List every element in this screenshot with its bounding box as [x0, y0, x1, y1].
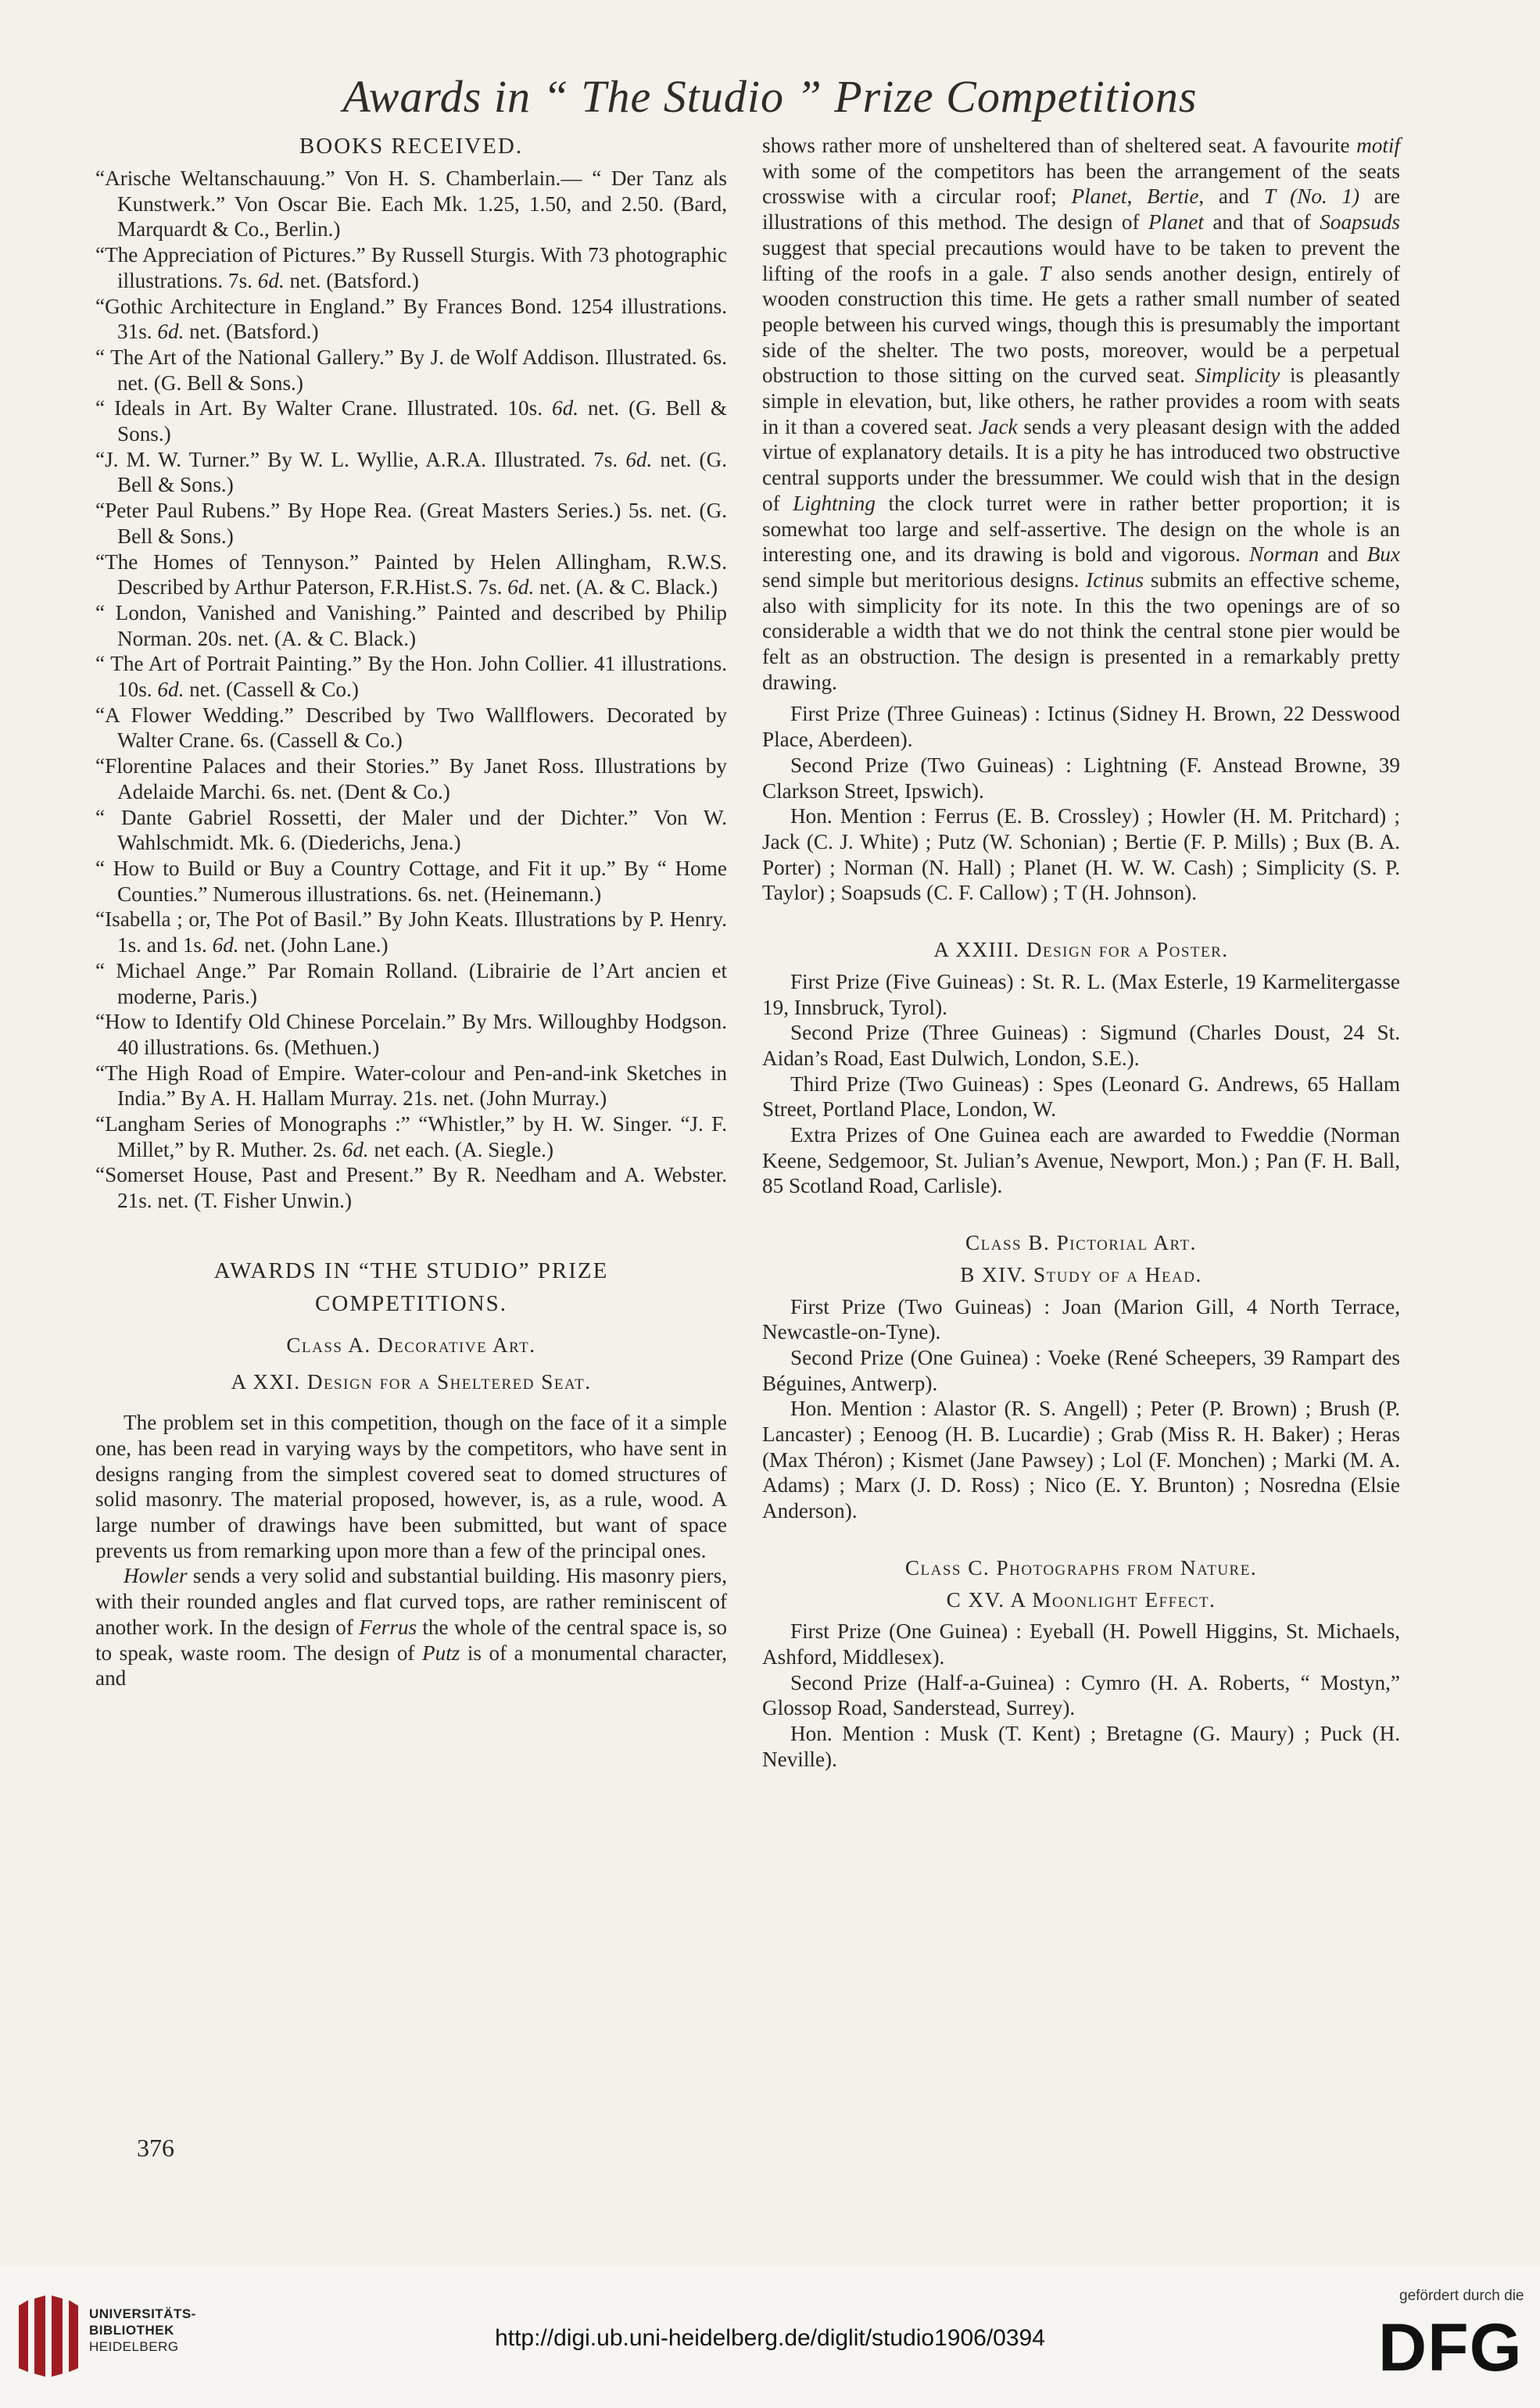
award-entry: First Prize (Three Guineas) : Ictinus (Sidney H. Brown, 22 Desswood Place, Aberdeen). [762, 702, 1400, 752]
award-entry: First Prize (Two Guineas) : Joan (Marion Gill, 4 North Terrace, Newcastle-on-Tyne). [762, 1294, 1400, 1344]
award-entry: Second Prize (Two Guineas) : Lightning (F. Anstead Browne, 39 Clarkson Street, Ipswich). [762, 753, 1400, 803]
howler-paragraph: Howler sends a very solid and substantial building. His masonry piers, with their rounded angles and flat curved tops, are rather reminiscent of another work. In the design of Ferrus the whole of the central space is, so to speak, waste room. The design of Putz is of a monumental character, and [95, 1564, 728, 1691]
award-entry: Third Prize (Two Guineas) : Spes (Leonard G. Andrews, 65 Hallam Street, Portland Place, London, W. [762, 1072, 1400, 1122]
awards-heading-line2: COMPETITIONS. [315, 1290, 507, 1316]
book-entry: “ Dante Gabriel Rossetti, der Maler und der Dichter.” Von W. Wahlschmidt. Mk. 6. (Diederichs, Jena.) [95, 805, 727, 855]
book-entry: “ The Art of the National Gallery.” By J. de Wolf Addison. Illustrated. 6s. net. (G. Bell & Sons.) [95, 345, 727, 395]
a-xxiii-heading: A XXIII. Design for a Poster. [933, 938, 1229, 962]
left-column [95, 133, 727, 1691]
award-entry: Second Prize (Half-a-Guinea) : Cymro (H. A. Roberts, “ Mostyn,” Glossop Road, Sanderstead, Surrey). [762, 1670, 1400, 1720]
running-head: Awards in “ The Studio ” Prize Competitions [342, 71, 1198, 122]
award-entry: Extra Prizes of One Guinea each are awarded to Fweddie (Norman Keene, Sedgemoor, St. Julian’s Avenue, Newport, Mon.) ; Pan (F. H. Ball, 85 Scotland Road, Carlisle). [762, 1123, 1400, 1198]
book-entry: “Gothic Architecture in England.” By Frances Bond. 1254 illustrations. 31s. 6d. net. (Batsford.) [95, 294, 727, 344]
book-entry: “J. M. W. Turner.” By W. L. Wyllie, A.R.A. Illustrated. 7s. 6d. net. (G. Bell & Sons.) [95, 447, 727, 497]
book-entry: “Langham Series of Monographs :” “Whistler,” by H. W. Singer. “J. F. Millet,” by R. Muther. 2s. 6d. net each. (A. Siegle.) [95, 1112, 727, 1161]
howler-name: Howler [124, 1564, 188, 1588]
class-b-heading: Class B. Pictorial Art. [965, 1231, 1197, 1255]
book-entry: “The High Road of Empire. Water-colour and Pen-and-ink Sketches in India.” By A. H. Hallam Murray. 21s. net. (John Murray.) [95, 1061, 727, 1111]
award-entry: First Prize (One Guinea) : Eyeball (H. Powell Higgins, St. Michaels, Ashford, Middlesex). [762, 1619, 1400, 1669]
class-a-heading: Class A. Decorative Art. [286, 1333, 536, 1357]
book-entry: “How to Identify Old Chinese Porcelain.” By Mrs. Willoughby Hodgson. 40 illustrations. 6s. (Methuen.) [95, 1010, 727, 1059]
book-entry: “Isabella ; or, The Pot of Basil.” By John Keats. Illustrations by P. Henry. 1s. and 1s. 6d. net. (John Lane.) [95, 907, 727, 957]
award-entry: Hon. Mention : Musk (T. Kent) ; Bretagne (G. Maury) ; Puck (H. Neville). [762, 1722, 1400, 1771]
award-entry: Second Prize (One Guinea) : Voeke (René Scheepers, 39 Rampart des Béguines, Antwerp). [762, 1345, 1400, 1395]
book-entry: “The Homes of Tennyson.” Painted by Helen Allingham, R.W.S. Described by Arthur Paterson, F.R.Hist.S. 7s. 6d. net. (A. & C. Black.) [95, 549, 727, 599]
book-entry: “Somerset House, Past and Present.” By R. Needham and A. Webster. 21s. net. (T. Fisher Unwin.) [95, 1163, 727, 1213]
awards-heading-line1: AWARDS IN “THE STUDIO” PRIZE [213, 1258, 609, 1283]
right-column [762, 133, 1400, 1772]
c-xv-heading: C XV. A Moonlight Effect. [946, 1587, 1216, 1612]
book-entry: “ The Art of Portrait Painting.” By the Hon. John Collier. 41 illustrations. 10s. 6d. net. (Cassell & Co.) [95, 652, 727, 702]
book-entry: “Peter Paul Rubens.” By Hope Rea. (Great Masters Series.) 5s. net. (G. Bell & Sons.) [95, 499, 727, 548]
award-entry: Second Prize (Three Guineas) : Sigmund (Charles Doust, 24 St. Aidan’s Road, East Dulwich, London, S.E.). [762, 1021, 1400, 1070]
intro-paragraph: The problem set in this competition, though on the face of it a simple one, has been read in varying ways by the competitors, who have sent in designs ranging from the simplest covered seat to domed structures of solid masonry. The material proposed, however, is, as a rule, wood. A large number of drawings have been submitted, but want of space prevents us from remarking upon more than a few of the principal ones. [95, 1411, 727, 1562]
ferrus-name: Ferrus [359, 1615, 417, 1639]
a-xxi-awards [762, 701, 1400, 906]
award-entry: Hon. Mention : Alastor (R. S. Angell) ; Peter (P. Brown) ; Brush (P. Lancaster) ; Eenoog (H. B. Lucardie) ; Grab (Miss R. H. Baker) ; Heras (Max Théron) ; Kismet (Jane Pawsey) ; Lol (F. Monchen) ; Marki (M. A. Adams) ; Marx (J. D. Ross) ; Nico (E. Y. Brunton) ; Nosredna (Elsie Anderson). [762, 1397, 1400, 1523]
book-entry: “Florentine Palaces and their Stories.” By Janet Ross. Illustrations by Adelaide Marchi. 6s. net. (Dent & Co.) [95, 754, 727, 803]
a-xxiii-awards [762, 969, 1400, 1199]
award-entry: Hon. Mention : Ferrus (E. B. Crossley) ; Howler (H. M. Pritchard) ; Jack (C. J. White) ; Putz (W. Schonian) ; Bertie (F. P. Mills) ; Bux (B. A. Porter) ; Norman (N. Hall) ; Planet (H. W. W. Cash) ; Simplicity (S. P. Taylor) ; Soapsuds (C. F. Callow) ; T (H. Johnson). [762, 804, 1400, 905]
book-entry: “A Flower Wedding.” Described by Two Wallflowers. Decorated by Walter Crane. 6s. (Cassell & Co.) [95, 703, 727, 753]
award-entry: First Prize (Five Guineas) : St. R. L. (Max Esterle, 19 Karmelitergasse 19, Innsbruck, Tyrol). [762, 969, 1400, 1019]
dfg-logo: DFG [1378, 2310, 1523, 2385]
a-xxi-heading: A XXI. Design for a Sheltered Seat. [231, 1369, 592, 1394]
putz-name: Putz [422, 1641, 460, 1665]
book-entry: “ How to Build or Buy a Country Cottage, and Fit it up.” By “ Home Counties.” Numerous illustrations. 6s. net. (Heinemann.) [95, 856, 727, 906]
b-xiv-heading: B XIV. Study of a Head. [960, 1262, 1202, 1286]
book-entry: “The Appreciation of Pictures.” By Russell Sturgis. With 73 photographic illustrations. 7s. 6d. net. (Batsford.) [95, 243, 727, 292]
books-received-heading: BOOKS RECEIVED. [299, 134, 524, 159]
book-entry: “ Michael Ange.” Par Romain Rolland. (Librairie de l’Art ancien et moderne, Paris.) [95, 958, 727, 1008]
library-name: UNIVERSITÄTS- BIBLIOTHEK HEIDELBERG [89, 2306, 196, 2354]
page-number: 376 [137, 2134, 174, 2162]
permalink-url[interactable]: http://digi.ub.uni-heidelberg.de/diglit/studio1906/0394 [495, 2325, 1045, 2351]
book-entry: “ Ideals in Art. By Walter Crane. Illustrated. 10s. 6d. net. (G. Bell & Sons.) [95, 396, 728, 446]
funding-note: gefördert durch die [1399, 2288, 1524, 2304]
books-list [95, 166, 727, 1214]
b-xiv-awards [762, 1294, 1400, 1524]
book-entry: “ London, Vanished and Vanishing.” Painted and described by Philip Norman. 20s. net. (A. & C. Black.) [95, 600, 727, 650]
class-c-heading: Class C. Photographs from Nature. [904, 1555, 1258, 1580]
book-entry: “Arische Weltanschauung.” Von H. S. Chamberlain.— “ Der Tanz als Kunstwerk.” Von Oscar Bie. Each Mk. 1.25, 1.50, and 2.50. (Bard, Marquardt & Co., Berlin.) [95, 166, 727, 242]
continued-paragraph: shows rather more of unsheltered than of sheltered seat. A favourite motif with some of the competitors has been the arrangement of the seats crosswise with a circular roof; Planet, Bertie, and T (No. 1) are illustrations of this method. The design of Planet and that of Soapsuds suggest that special precautions would have to be taken to prevent the lifting of the roofs in a gale. T also sends another design, entirely of wooden construction this time. He gets a rather small number of seated people between his curved wings, though this is presumably the important side of the shelter. The two posts, moreover, would be a perpetual obstruction to those sitting on the curved seat. Simplicity is pleasantly simple in elevation, but, like others, he rather provides a room with seats in it than a covered seat. Jack sends a very pleasant design with the added virtue of explanatory details. It is a pity he has introduced two obstructive central supports under the bressummer. We could wish that in the design of Lightning the clock turret were in rather better proportion; it is somewhat too large and self-assertive. The design on the whole is an interesting one, and its drawing is bold and vigorous. Norman and Bux send simple but meritorious designs. Ictinus submits an effective scheme, also with simplicity for its note. In this the two openings are of so considerable a width that we do not think the central stone pier would be felt as an obstruction. The design is presented in a remarkably pretty drawing. [762, 134, 1400, 694]
c-xv-awards [762, 1619, 1400, 1772]
